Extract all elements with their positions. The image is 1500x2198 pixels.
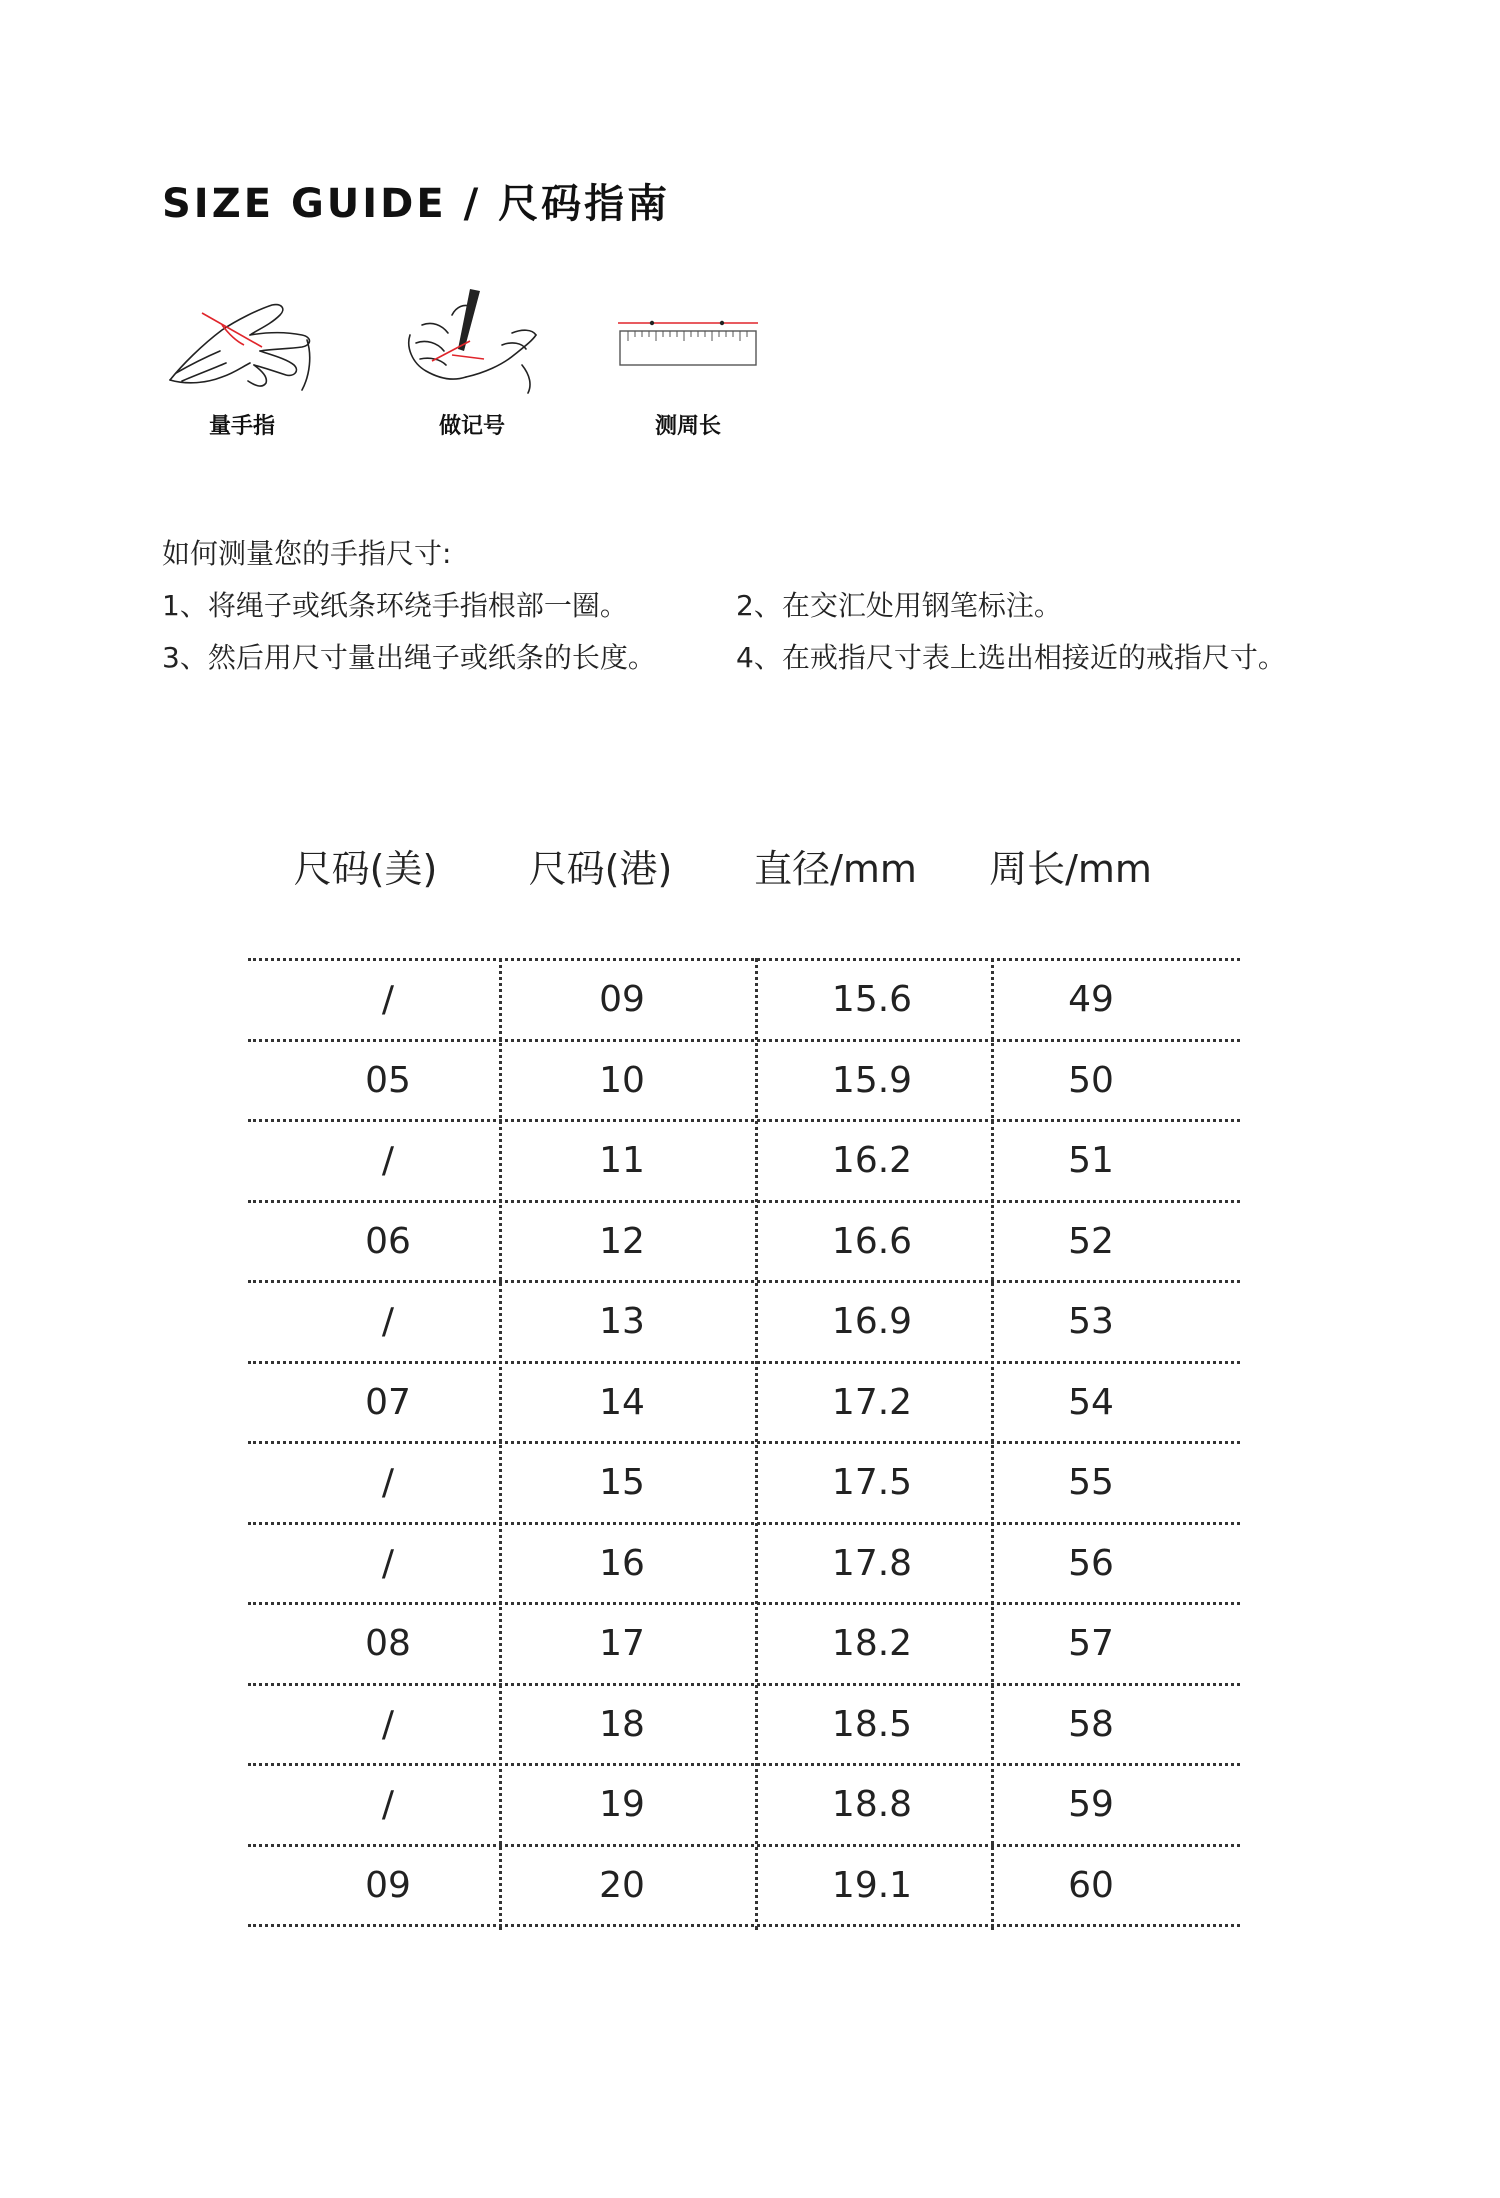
us-size-cell: / bbox=[381, 1784, 395, 1825]
us-size-cell: / bbox=[381, 1703, 395, 1745]
diameter-cell: 16.6 bbox=[831, 1220, 913, 1262]
us-size-cell: 08 bbox=[365, 1623, 411, 1664]
size-table bbox=[248, 838, 1240, 1906]
table-row bbox=[248, 1364, 1240, 1445]
hk-size-cell: 19 bbox=[599, 1784, 645, 1825]
table-row bbox=[248, 1605, 1240, 1686]
hk-size-cell: 17 bbox=[599, 1623, 645, 1664]
step-label: 量手指 bbox=[208, 414, 275, 439]
column-divider bbox=[755, 958, 758, 1930]
diameter-cell: 17.5 bbox=[831, 1462, 913, 1503]
page-title: SIZE GUIDE / 尺码指南 bbox=[162, 181, 671, 227]
table-row bbox=[248, 1203, 1240, 1284]
table-row bbox=[248, 1122, 1240, 1203]
instruction-item: 1、将绳子或纸条环绕手指根部一圈。 bbox=[162, 589, 628, 622]
table-row bbox=[248, 1283, 1240, 1364]
diameter-cell: 15.9 bbox=[831, 1059, 913, 1101]
hk-size-cell: 11 bbox=[599, 1140, 645, 1181]
circumference-cell: 58 bbox=[1068, 1703, 1114, 1745]
step-measure-length bbox=[608, 285, 768, 440]
header-hk-size: 尺码(港) bbox=[528, 847, 673, 891]
header-diameter: 直径/mm bbox=[754, 847, 917, 891]
header-circumference: 周长/mm bbox=[989, 847, 1152, 891]
hk-size-cell: 15 bbox=[599, 1462, 645, 1503]
step-label: 测周长 bbox=[654, 414, 721, 439]
circumference-cell: 50 bbox=[1068, 1059, 1114, 1101]
header-us-size: 尺码(美) bbox=[293, 847, 438, 891]
circumference-cell: 57 bbox=[1068, 1623, 1114, 1664]
pen-mark-icon bbox=[392, 285, 552, 395]
table-row bbox=[248, 961, 1240, 1042]
us-size-cell: / bbox=[381, 1462, 395, 1503]
circumference-cell: 59 bbox=[1068, 1784, 1114, 1825]
diameter-cell: 18.8 bbox=[831, 1784, 913, 1825]
diameter-cell: 16.2 bbox=[831, 1140, 913, 1181]
us-size-cell: 07 bbox=[365, 1381, 411, 1423]
us-size-cell: 06 bbox=[365, 1220, 411, 1262]
hk-size-cell: 10 bbox=[599, 1059, 645, 1101]
table-row bbox=[248, 1686, 1240, 1767]
diameter-cell: 17.2 bbox=[831, 1381, 913, 1423]
diameter-cell: 19.1 bbox=[831, 1864, 913, 1906]
table-body bbox=[248, 958, 1240, 1927]
diameter-cell: 15.6 bbox=[831, 979, 913, 1020]
diameter-cell: 18.2 bbox=[831, 1623, 913, 1664]
us-size-cell: / bbox=[381, 1140, 395, 1181]
us-size-cell: / bbox=[381, 979, 395, 1020]
step-make-mark bbox=[392, 285, 552, 440]
instructions-heading: 如何测量您的手指尺寸: bbox=[162, 537, 452, 570]
instructions bbox=[162, 528, 1286, 684]
diameter-cell: 18.5 bbox=[831, 1703, 913, 1745]
hk-size-cell: 14 bbox=[599, 1381, 645, 1423]
instruction-item: 4、在戒指尺寸表上选出相接近的戒指尺寸。 bbox=[736, 641, 1286, 674]
circumference-cell: 53 bbox=[1068, 1301, 1114, 1342]
hk-size-cell: 16 bbox=[599, 1542, 645, 1584]
diameter-cell: 17.8 bbox=[831, 1542, 913, 1584]
hand-measure-icon bbox=[162, 285, 322, 395]
us-size-cell: 09 bbox=[365, 1864, 411, 1906]
table-row bbox=[248, 1042, 1240, 1123]
hk-size-cell: 12 bbox=[599, 1220, 645, 1262]
hk-size-cell: 20 bbox=[599, 1864, 645, 1906]
circumference-cell: 51 bbox=[1068, 1140, 1114, 1181]
us-size-cell: / bbox=[381, 1542, 395, 1584]
column-divider bbox=[499, 958, 502, 1930]
circumference-cell: 60 bbox=[1068, 1864, 1114, 1906]
us-size-cell: 05 bbox=[365, 1059, 411, 1101]
table-row bbox=[248, 1766, 1240, 1847]
circumference-cell: 55 bbox=[1068, 1462, 1114, 1503]
us-size-cell: / bbox=[381, 1301, 395, 1342]
table-row bbox=[248, 1444, 1240, 1525]
step-label: 做记号 bbox=[438, 414, 505, 439]
circumference-cell: 49 bbox=[1068, 979, 1114, 1020]
ruler-icon bbox=[608, 285, 768, 395]
column-divider bbox=[991, 958, 994, 1930]
table-row bbox=[248, 1847, 1240, 1928]
hk-size-cell: 09 bbox=[599, 979, 645, 1020]
circumference-cell: 52 bbox=[1068, 1220, 1114, 1262]
circumference-cell: 56 bbox=[1068, 1542, 1114, 1584]
instruction-item: 3、然后用尺寸量出绳子或纸条的长度。 bbox=[162, 641, 656, 674]
step-measure-finger bbox=[162, 285, 322, 440]
hk-size-cell: 13 bbox=[599, 1301, 645, 1342]
circumference-cell: 54 bbox=[1068, 1381, 1114, 1423]
table-row bbox=[248, 1525, 1240, 1606]
table-header bbox=[248, 838, 1240, 958]
hk-size-cell: 18 bbox=[599, 1703, 645, 1745]
instruction-item: 2、在交汇处用钢笔标注。 bbox=[736, 589, 1062, 622]
diameter-cell: 16.9 bbox=[831, 1301, 913, 1342]
